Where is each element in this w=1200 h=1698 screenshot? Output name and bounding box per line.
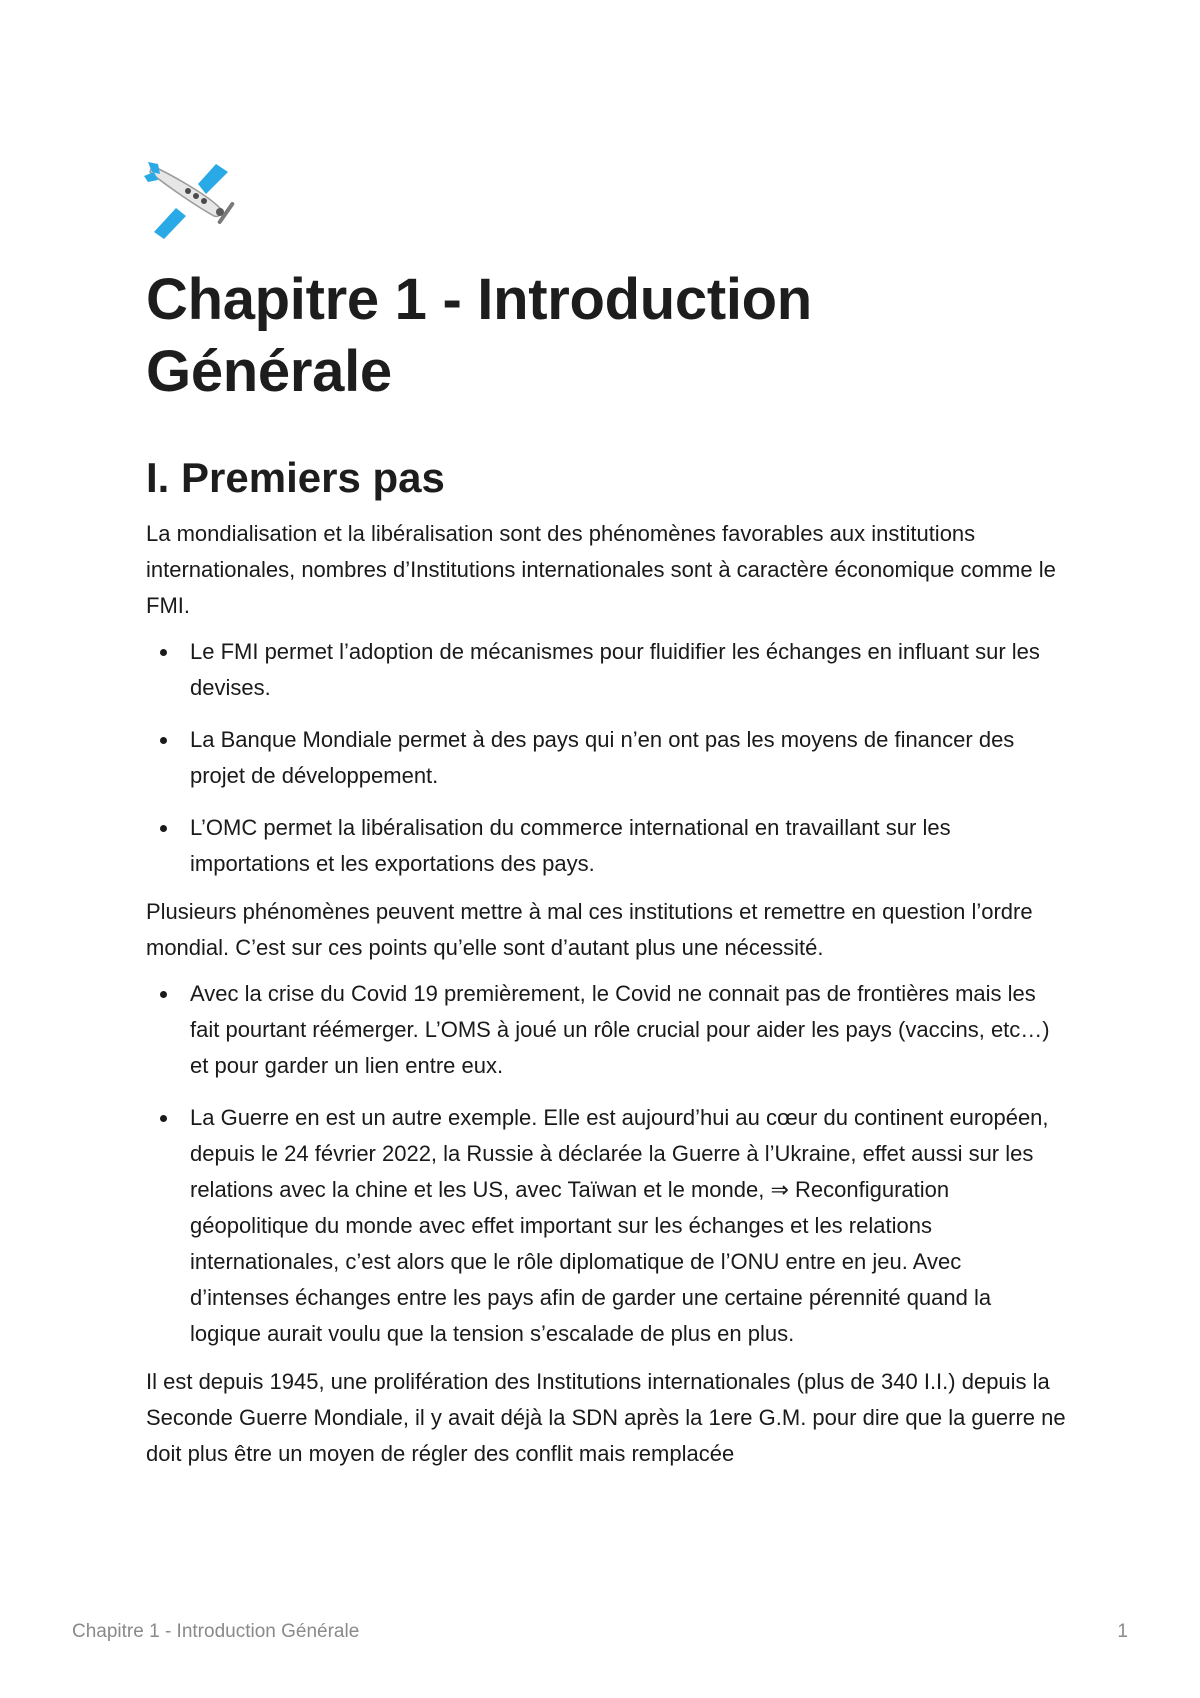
page-title-line2: Générale	[146, 339, 392, 404]
bullet-icon	[160, 1115, 167, 1122]
footer-title: Chapitre 1 - Introduction Générale	[72, 1621, 360, 1642]
list-item-text: Avec la crise du Covid 19 premièrement, le Covid ne connait pas de frontières mais les fait pourtant réémerger. L’OMS à joué un rôle crucial pour aider les pays (vaccins, etc…) et pour garder un lien entre eux.	[190, 981, 1050, 1078]
paragraph-3: Il est depuis 1945, une prolifération des Institutions internationales (plus de 340 I.I.) depuis la Seconde Guerre Mondiale, il y avait déjà la SDN après la 1ere G.M. pour dire que la guerre ne doit plus être un moyen de régler des conflit mais remplacée	[146, 1369, 1066, 1466]
section-heading: I. Premiers pas	[146, 454, 445, 501]
list-item	[146, 1100, 1066, 1352]
list-item-text: L’OMC permet la libéralisation du commerce international en travaillant sur les importations et les exportations des pays.	[190, 815, 951, 876]
page-title-line1: Chapitre 1 - Introduction	[146, 267, 812, 332]
list-item-text: La Banque Mondiale permet à des pays qui n’en ont pas les moyens de financer des projet de développement.	[190, 727, 1015, 788]
list-item	[146, 810, 1066, 882]
list-item	[146, 634, 1066, 706]
bullet-icon	[160, 737, 167, 744]
list-item	[146, 722, 1066, 794]
page-footer	[72, 1621, 1128, 1643]
page-title	[146, 264, 1066, 408]
airplane-icon	[144, 160, 236, 242]
paragraph-2: Plusieurs phénomènes peuvent mettre à mal ces institutions et remettre en question l’ordre mondial. C’est sur ces points qu’elle sont d’autant plus une nécessité.	[146, 899, 1033, 960]
bullet-icon	[160, 991, 167, 998]
bullet-list-2	[146, 976, 1066, 1352]
bullet-list-1	[146, 634, 1066, 882]
bullet-icon	[160, 649, 167, 656]
page-number: 1	[1117, 1621, 1128, 1642]
list-item-text: La Guerre en est un autre exemple. Elle est aujourd’hui au cœur du continent européen, depuis le 24 février 2022, la Russie à déclarée la Guerre à l’Ukraine, effet aussi sur les relations avec la chine et les US, avec Taïwan et le monde, ⇒ Reconfiguration géopolitique du monde avec effet important sur les échanges et les relations internationales, c’est alors que le rôle diplomatique de l’ONU entre en jeu. Avec d’intenses échanges entre les pays afin de garder une certaine pérennité quand la logique aurait voulu que la tension s’escalade de plus en plus.	[190, 1105, 1049, 1346]
list-item	[146, 976, 1066, 1084]
paragraph-1: La mondialisation et la libéralisation sont des phénomènes favorables aux institutions internationales, nombres d’Institutions internationales sont à caractère économique comme le FMI.	[146, 521, 1056, 618]
list-item-text: Le FMI permet l’adoption de mécanismes pour fluidifier les échanges en influant sur les devises.	[190, 639, 1040, 700]
bullet-icon	[160, 825, 167, 832]
page-content	[146, 160, 1066, 1472]
